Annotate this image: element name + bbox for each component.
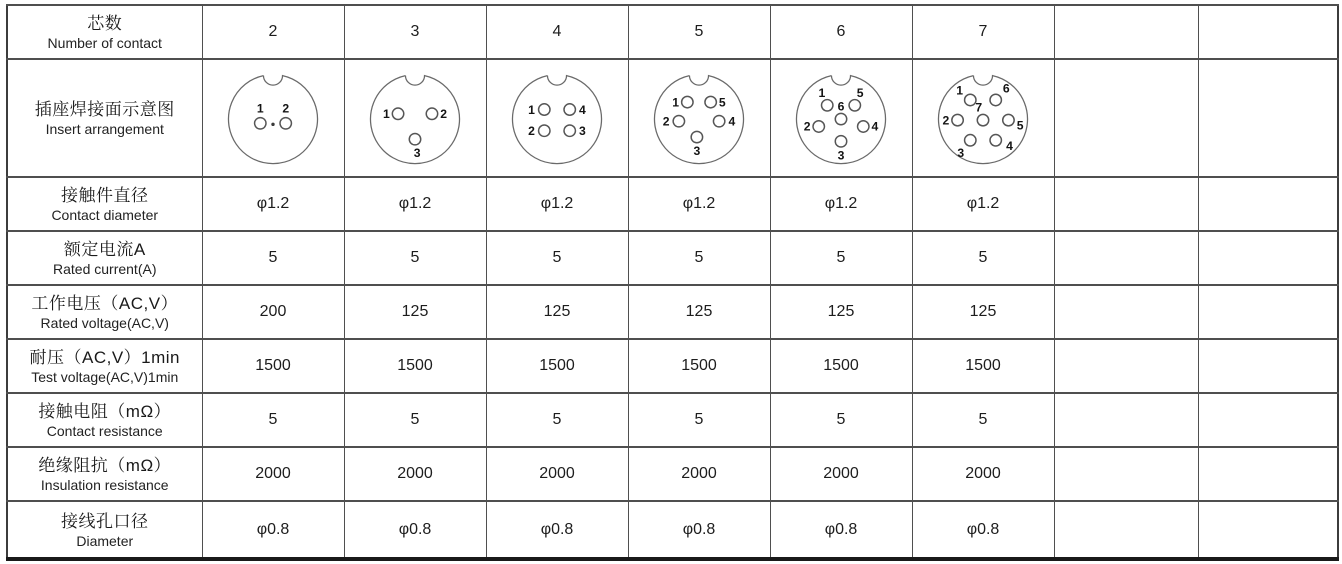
cell-wire-hole-diameter-col5	[770, 501, 912, 559]
cell-rated-voltage-col1	[202, 285, 344, 339]
cell-insert-arrangement-col8	[1198, 59, 1338, 177]
cell-value: 5	[268, 249, 278, 266]
cell-wire-hole-diameter-col1	[202, 501, 344, 559]
cell-value: φ0.8	[540, 520, 574, 538]
cell-value: 5	[694, 411, 704, 428]
cell-contact-resistance-col3	[486, 393, 628, 447]
cell-contact-diameter-col1	[202, 177, 344, 231]
cell-value: 125	[685, 303, 713, 320]
svg-text:2: 2	[528, 123, 535, 138]
cell-value: φ1.2	[398, 195, 432, 212]
row-label-en: Contact diameter	[51, 207, 159, 223]
svg-text:3: 3	[957, 146, 965, 161]
svg-text:1: 1	[818, 85, 826, 100]
cell-rated-current-col8	[1198, 231, 1338, 285]
cell-value: φ1.2	[824, 195, 858, 212]
cell-contact-resistance-col2	[344, 393, 486, 447]
svg-text:1: 1	[528, 102, 535, 117]
table-row-wire-hole-diameter	[7, 501, 1338, 559]
row-label-en: Rated voltage(AC,V)	[40, 315, 169, 331]
cell-insulation-resistance-col3	[486, 447, 628, 501]
row-label-zh: 接触电阻（mΩ）	[38, 402, 172, 421]
svg-text:5: 5	[1016, 118, 1024, 133]
cell-contact-diameter-col2	[344, 177, 486, 231]
connector-insert-diagram-5pin-icon	[646, 65, 752, 171]
cell-value: φ1.2	[966, 195, 1000, 212]
row-label-en: Test voltage(AC,V)1min	[31, 369, 179, 385]
cell-value: φ0.8	[966, 520, 1000, 538]
table-row-contact-resistance	[7, 393, 1338, 447]
row-header-contact-diameter	[7, 177, 202, 231]
svg-text:1: 1	[672, 95, 680, 110]
cell-insulation-resistance-col8	[1198, 447, 1338, 501]
svg-text:4: 4	[1006, 138, 1013, 153]
svg-text:1: 1	[256, 101, 264, 116]
connector-spec-sheet	[6, 4, 1339, 561]
row-label-zh: 芯数	[87, 14, 123, 33]
cell-value: 1500	[965, 357, 1001, 374]
row-label-zh: 接触件直径	[61, 186, 149, 205]
cell-value: 125	[969, 303, 997, 320]
cell-rated-voltage-col3	[486, 285, 628, 339]
cell-insulation-resistance-col6	[912, 447, 1054, 501]
svg-text:4: 4	[871, 119, 879, 134]
cell-test-voltage-col6	[912, 339, 1054, 393]
cell-contact-diameter-col7	[1054, 177, 1198, 231]
cell-rated-current-col3	[486, 231, 628, 285]
cell-insert-arrangement-col3	[486, 59, 628, 177]
cell-contacts-col1	[202, 5, 344, 59]
cell-contact-diameter-col4	[628, 177, 770, 231]
cell-insert-arrangement-col4	[628, 59, 770, 177]
svg-text:3: 3	[693, 144, 701, 159]
cell-contacts-col8	[1198, 5, 1338, 59]
cell-test-voltage-col4	[628, 339, 770, 393]
row-label-en: Contact resistance	[46, 423, 163, 439]
cell-value: 5	[552, 249, 562, 266]
cell-wire-hole-diameter-col4	[628, 501, 770, 559]
cell-test-voltage-col1	[202, 339, 344, 393]
row-header-contact-resistance	[7, 393, 202, 447]
table-row-rated-current	[7, 231, 1338, 285]
table-row-contacts	[7, 5, 1338, 59]
svg-text:2: 2	[440, 107, 448, 121]
svg-text:6: 6	[1002, 81, 1010, 96]
cell-value: φ1.2	[540, 195, 574, 212]
cell-contacts-col5	[770, 5, 912, 59]
cell-value: 2000	[397, 465, 433, 482]
cell-rated-voltage-col8	[1198, 285, 1338, 339]
cell-value: 5	[552, 411, 562, 428]
row-label-en: Rated current(A)	[53, 261, 157, 277]
cell-value: 125	[543, 303, 571, 320]
cell-value: 5	[268, 411, 278, 428]
cell-contacts-col6	[912, 5, 1054, 59]
row-label-en: Insulation resistance	[40, 477, 169, 493]
cell-value: 5	[978, 411, 988, 428]
cell-rated-voltage-col4	[628, 285, 770, 339]
svg-text:4: 4	[728, 114, 736, 129]
cell-rated-current-col7	[1054, 231, 1198, 285]
cell-value: φ1.2	[256, 195, 290, 212]
cell-wire-hole-diameter-col3	[486, 501, 628, 559]
cell-value: φ0.8	[256, 520, 290, 538]
connector-spec-table	[6, 4, 1339, 561]
cell-contact-resistance-col5	[770, 393, 912, 447]
cell-rated-current-col6	[912, 231, 1054, 285]
cell-wire-hole-diameter-col7	[1054, 501, 1198, 559]
svg-text:3: 3	[413, 146, 421, 161]
cell-contact-diameter-col6	[912, 177, 1054, 231]
cell-insert-arrangement-col7	[1054, 59, 1198, 177]
cell-value: 6	[836, 23, 846, 40]
cell-contact-resistance-col1	[202, 393, 344, 447]
cell-value: 5	[694, 23, 704, 40]
cell-wire-hole-diameter-col2	[344, 501, 486, 559]
svg-text:7: 7	[975, 100, 983, 115]
cell-value: 200	[259, 303, 287, 320]
table-row-test-voltage	[7, 339, 1338, 393]
cell-rated-voltage-col5	[770, 285, 912, 339]
cell-test-voltage-col2	[344, 339, 486, 393]
cell-value: 2000	[681, 465, 717, 482]
cell-rated-current-col2	[344, 231, 486, 285]
cell-contact-diameter-col5	[770, 177, 912, 231]
cell-value: 5	[410, 249, 420, 266]
cell-rated-voltage-col6	[912, 285, 1054, 339]
cell-contact-resistance-col4	[628, 393, 770, 447]
cell-value: 1500	[397, 357, 433, 374]
cell-insulation-resistance-col1	[202, 447, 344, 501]
cell-contact-diameter-col3	[486, 177, 628, 231]
table-row-insert-arrangement	[7, 59, 1338, 177]
svg-text:4: 4	[579, 102, 586, 117]
svg-text:5: 5	[718, 95, 726, 110]
cell-insert-arrangement-col6	[912, 59, 1054, 177]
cell-value: 3	[410, 23, 420, 40]
row-label-zh: 耐压（AC,V）1min	[29, 348, 181, 367]
cell-value: 2000	[539, 465, 575, 482]
table-row-rated-voltage	[7, 285, 1338, 339]
svg-text:2: 2	[282, 101, 290, 116]
row-label-zh: 接线孔口径	[61, 511, 149, 531]
cell-rated-voltage-col2	[344, 285, 486, 339]
connector-insert-diagram-7pin-icon	[930, 65, 1036, 171]
cell-test-voltage-col5	[770, 339, 912, 393]
cell-insulation-resistance-col7	[1054, 447, 1198, 501]
row-label-zh: 插座焊接面示意图	[34, 100, 175, 119]
cell-wire-hole-diameter-col6	[912, 501, 1054, 559]
cell-contact-resistance-col6	[912, 393, 1054, 447]
row-label-en: Insert arrangement	[45, 121, 164, 137]
cell-value: φ1.2	[682, 195, 716, 212]
cell-test-voltage-col3	[486, 339, 628, 393]
cell-insulation-resistance-col5	[770, 447, 912, 501]
svg-text:2: 2	[803, 119, 811, 134]
cell-contact-diameter-col8	[1198, 177, 1338, 231]
cell-value: 125	[827, 303, 855, 320]
cell-value: 5	[694, 249, 704, 266]
row-header-wire-hole-diameter	[7, 501, 202, 559]
cell-value: 5	[836, 249, 846, 266]
cell-value: 4	[552, 23, 562, 40]
cell-insert-arrangement-col5	[770, 59, 912, 177]
connector-insert-diagram-2pin-icon	[220, 65, 326, 171]
cell-value: 5	[978, 249, 988, 266]
cell-rated-voltage-col7	[1054, 285, 1198, 339]
svg-text:3: 3	[837, 148, 845, 163]
cell-value: 2000	[823, 465, 859, 482]
cell-value: 125	[401, 303, 429, 320]
connector-insert-diagram-3pin-icon	[362, 65, 468, 171]
svg-text:2: 2	[662, 114, 670, 129]
svg-text:1: 1	[382, 107, 390, 121]
row-label-zh: 工作电压（AC,V）	[31, 294, 179, 313]
row-header-rated-voltage	[7, 285, 202, 339]
cell-value: 5	[410, 411, 420, 428]
svg-text:2: 2	[942, 113, 950, 128]
table-row-insulation-resistance	[7, 447, 1338, 501]
cell-rated-current-col4	[628, 231, 770, 285]
svg-text:5: 5	[856, 85, 864, 100]
cell-value: 2	[268, 23, 278, 40]
row-header-insert-arrangement	[7, 59, 202, 177]
cell-contacts-col2	[344, 5, 486, 59]
cell-insert-arrangement-col2	[344, 59, 486, 177]
row-label-en: Number of contact	[47, 35, 162, 51]
cell-rated-current-col5	[770, 231, 912, 285]
cell-contacts-col4	[628, 5, 770, 59]
cell-value: 5	[836, 411, 846, 428]
connector-insert-diagram-6pin-icon	[788, 65, 894, 171]
row-header-test-voltage	[7, 339, 202, 393]
row-header-rated-current	[7, 231, 202, 285]
row-label-zh: 额定电流A	[63, 240, 146, 259]
row-label-zh: 绝缘阻抗（mΩ）	[38, 456, 172, 475]
svg-text:6: 6	[837, 99, 845, 114]
cell-contacts-col7	[1054, 5, 1198, 59]
cell-wire-hole-diameter-col8	[1198, 501, 1338, 559]
cell-value: φ0.8	[824, 520, 858, 538]
row-header-contacts	[7, 5, 202, 59]
cell-value: 7	[978, 23, 988, 40]
table-row-contact-diameter	[7, 177, 1338, 231]
cell-value: φ0.8	[398, 520, 432, 538]
svg-text:3: 3	[579, 123, 586, 138]
cell-insulation-resistance-col2	[344, 447, 486, 501]
cell-value: 1500	[539, 357, 575, 374]
connector-insert-diagram-4pin-icon	[504, 65, 610, 171]
cell-test-voltage-col8	[1198, 339, 1338, 393]
cell-rated-current-col1	[202, 231, 344, 285]
cell-value: 1500	[823, 357, 859, 374]
svg-text:1: 1	[956, 83, 964, 98]
cell-insulation-resistance-col4	[628, 447, 770, 501]
cell-contacts-col3	[486, 5, 628, 59]
cell-value: 1500	[681, 357, 717, 374]
cell-value: φ0.8	[682, 520, 716, 538]
cell-value: 1500	[255, 357, 291, 374]
cell-insert-arrangement-col1	[202, 59, 344, 177]
cell-contact-resistance-col8	[1198, 393, 1338, 447]
cell-test-voltage-col7	[1054, 339, 1198, 393]
cell-value: 2000	[255, 465, 291, 482]
row-label-en: Diameter	[76, 532, 134, 549]
cell-value: 2000	[965, 465, 1001, 482]
row-header-insulation-resistance	[7, 447, 202, 501]
cell-contact-resistance-col7	[1054, 393, 1198, 447]
spec-table-body	[7, 5, 1338, 559]
